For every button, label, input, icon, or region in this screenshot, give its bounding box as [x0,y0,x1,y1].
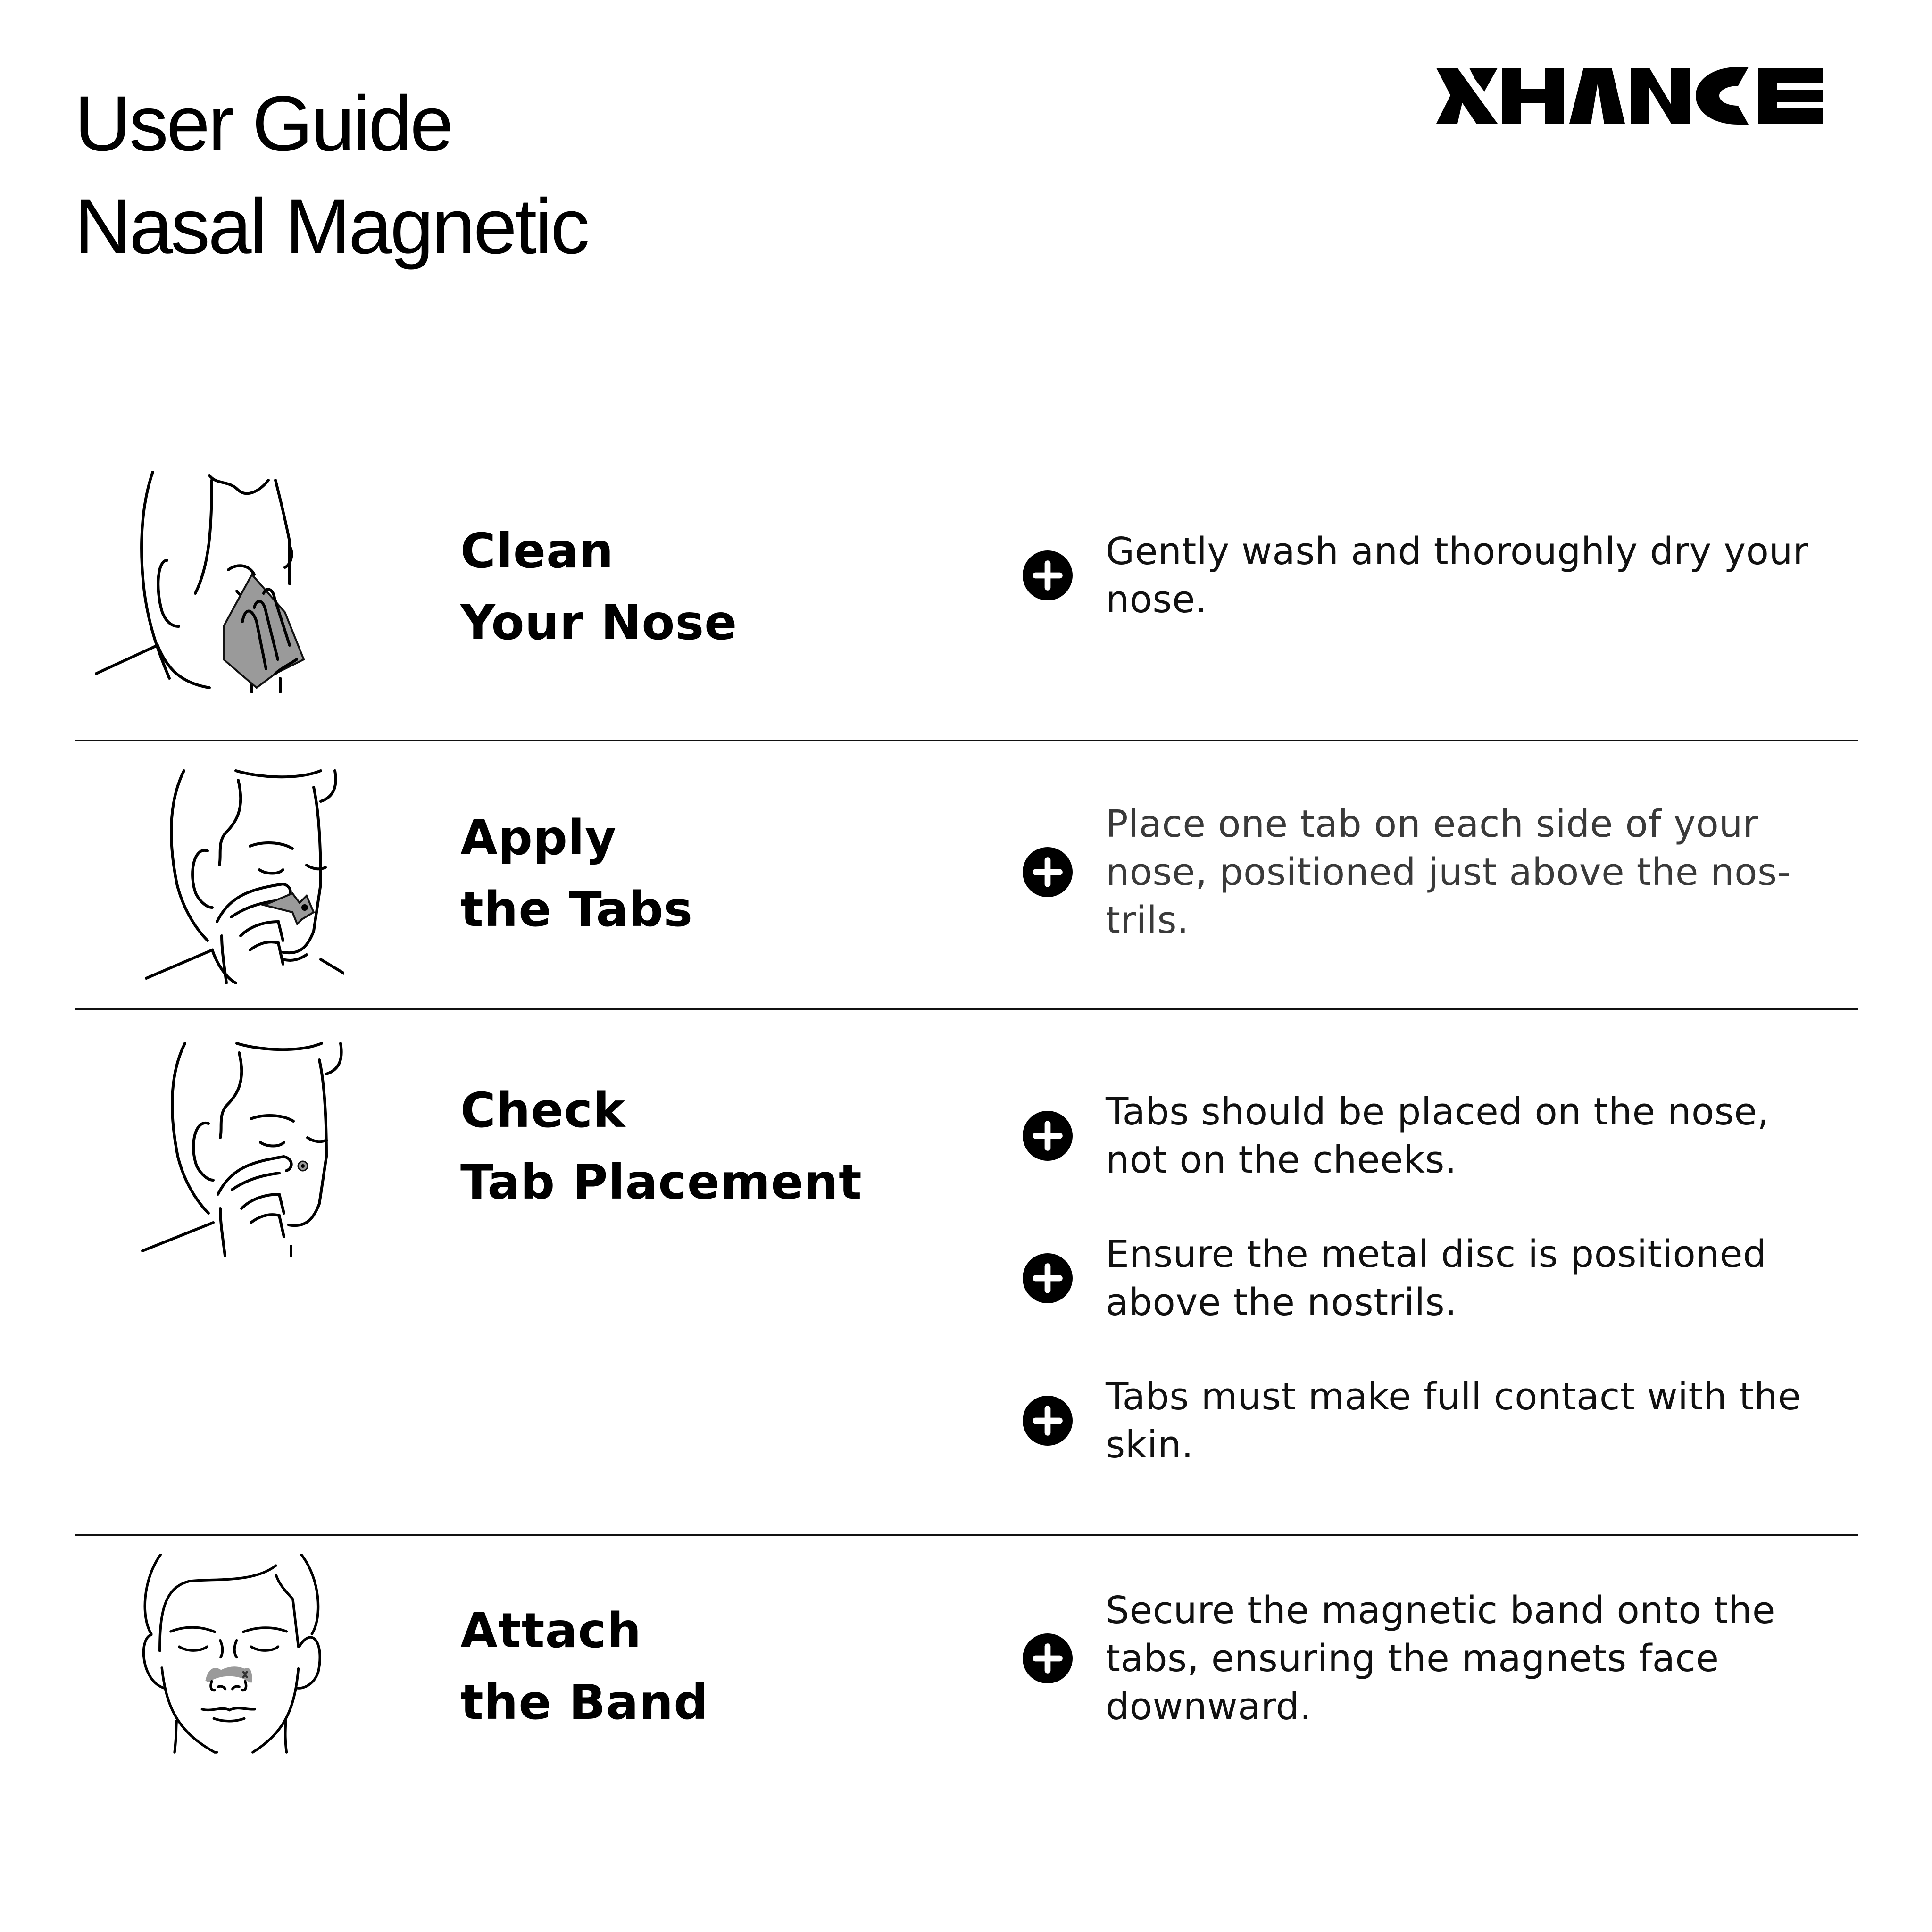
step-3-bullet-2-text: Ensure the metal disc is positioned above the nostrils. [1106,1232,1767,1324]
step-4-bullet-1 [1023,1586,1815,1731]
plus-circle-icon [1023,550,1073,600]
step-3-bullet-3-text: Tabs must make full contact with the skin. [1106,1375,1801,1466]
xhance-logo [1436,66,1823,125]
plus-circle-icon [1023,1111,1073,1161]
step-3-bullet-1-text: Tabs should be placed on the nose, not on the cheeks. [1106,1090,1770,1182]
step-4-heading [460,1595,708,1739]
step-3-heading [460,1075,862,1218]
plus-circle-icon [1023,847,1073,897]
step-4-bullet-1-text: Secure the magnetic band onto the tabs, ensuring the magnets face downward. [1106,1589,1775,1728]
plus-circle-icon [1023,1253,1073,1303]
face-with-band-illustration [130,1554,333,1777]
step-1-heading-line-1: Clean [460,523,614,579]
step-3-heading-line-2: Tab Placement [460,1154,862,1210]
divider-3 [75,1534,1858,1536]
divider-2 [75,1008,1858,1010]
man-pressing-tab-illustration [124,1034,353,1257]
step-4-heading-line-1: Attach [460,1603,642,1659]
step-1-bullet-1 [1023,527,1815,624]
step-4-heading-line-2: the Band [460,1674,709,1731]
plus-circle-icon [1023,1396,1073,1446]
man-wiping-nose-illustration [87,471,353,693]
step-1-heading [460,516,737,659]
step-2-heading [460,802,693,946]
title-line-1: User Guide [75,80,452,167]
step-1-heading-line-2: Your Nose [460,595,738,651]
title-line-2: Nasal Magnetic [75,183,588,270]
step-2-heading-line-1: Apply [460,810,617,866]
plus-circle-icon [1023,1633,1073,1683]
step-3-bullet-2 [1023,1230,1815,1326]
man-applying-tab-illustration [99,761,344,984]
step-1-bullet-1-text: Gently wash and thoroughly dry your nose. [1106,530,1808,621]
xhance-logo-icon [1436,66,1823,125]
step-3-bullet-3 [1023,1373,1815,1469]
step-3-heading-line-1: Check [460,1083,625,1139]
step-2-bullet-1 [1023,800,1815,944]
divider-1 [75,740,1858,741]
step-2-heading-line-2: the Tabs [460,882,693,938]
step-3-bullet-1 [1023,1088,1815,1184]
step-2-bullet-1-text: Place one tab on each side of your nose, positioned just above the nos- trils. [1106,802,1791,942]
